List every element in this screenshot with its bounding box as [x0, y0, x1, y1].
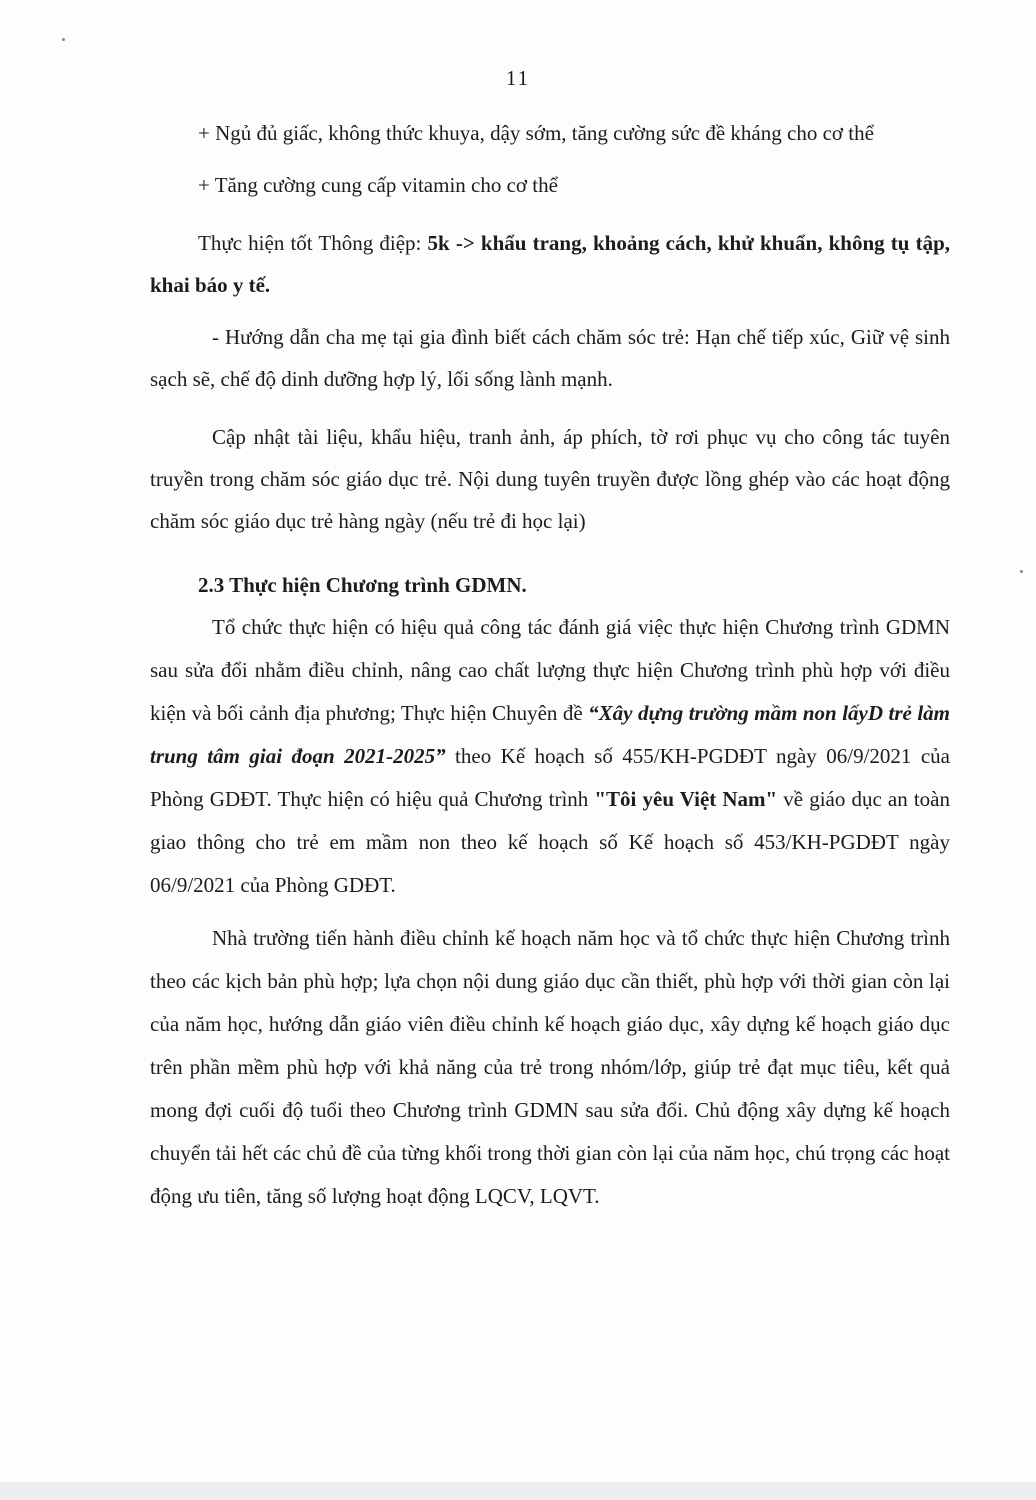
program-text-c: theo Kế hoạch số 455/KH-PGDĐT ngày 06/9/2021 của Phòng GDĐT. Thực hiện có hiệu quả Chương trình: [150, 744, 950, 811]
scan-speck: [1020, 570, 1023, 573]
paragraph-program-implementation: [150, 606, 950, 907]
page-number: 11: [505, 66, 531, 90]
program-text-a: Tổ chức thực hiện có hiệu quả công tác đánh giá việc thực hiện Chương trình GDMN sau sửa đổi nhằm điều chỉnh, nâng cao chất lượng thực hiện Chương trình phù hợp với điều kiện và bối cảnh địa phương; Thực hiện Chuyên đề: [150, 615, 950, 725]
paragraph-propaganda-update: Cập nhật tài liệu, khẩu hiệu, tranh ảnh, áp phích, tờ rơi phục vụ cho công tác tuyên truyền trong chăm sóc giáo dục trẻ. Nội dung tuyên truyền được lồng ghép vào các hoạt động chăm sóc giáo dục trẻ hàng ngày (nếu trẻ đi học lại): [150, 425, 950, 533]
5k-lead-text: Thực hiện tốt Thông điệp:: [198, 231, 428, 255]
paragraph-vitamin: + Tăng cường cung cấp vitamin cho cơ thể: [198, 173, 558, 197]
paragraph-5k-message: [150, 222, 950, 306]
program-name-bold: "Tôi yêu Việt Nam": [594, 787, 778, 811]
topic-title-bold-italic: “Xây dựng trường mầm non lấyD trẻ làm trung tâm giai đoạn 2021-2025”: [150, 701, 950, 768]
document-body: [150, 112, 950, 1218]
page-bottom-edge: [0, 1482, 1036, 1500]
paragraph-parent-guidance: - Hướng dẫn cha mẹ tại gia đình biết cách chăm sóc trẻ: Hạn chế tiếp xúc, Giữ vệ sinh sạch sẽ, chế độ dinh dưỡng hợp lý, lối sống lành mạnh.: [150, 325, 950, 391]
5k-bold-text: 5k -> khẩu trang, khoảng cách, khử khuẩn, không tụ tập, khai báo y tế.: [150, 231, 950, 297]
scan-speck: [62, 38, 65, 41]
program-text-e: về giáo dục an toàn giao thông cho trẻ em mầm non theo kế hoạch số Kế hoạch số 453/KH-PGDĐT ngày 06/9/2021 của Phòng GDĐT.: [150, 787, 950, 897]
paragraph-sleep: + Ngủ đủ giấc, không thức khuya, dậy sớm, tăng cường sức đề kháng cho cơ thể: [198, 121, 874, 145]
section-heading: 2.3 Thực hiện Chương trình GDMN.: [198, 573, 527, 597]
paragraph-school-plan: Nhà trường tiến hành điều chỉnh kế hoạch năm học và tổ chức thực hiện Chương trình theo các kịch bản phù hợp; lựa chọn nội dung giáo dục cần thiết, phù hợp với thời gian còn lại của năm học, hướng dẫn giáo viên điều chỉnh kế hoạch giáo dục, xây dựng kế hoạch giáo dục trên phần mềm phù hợp với khả năng của trẻ trong nhóm/lớp, giúp trẻ đạt mục tiêu, kết quả mong đợi cuối độ tuổi theo Chương trình GDMN sau sửa đổi. Chủ động xây dựng kế hoạch chuyển tải hết các chủ đề của từng khối trong thời gian còn lại của năm học, chú trọng các hoạt động ưu tiên, tăng số lượng hoạt động LQCV, LQVT.: [150, 926, 950, 1208]
